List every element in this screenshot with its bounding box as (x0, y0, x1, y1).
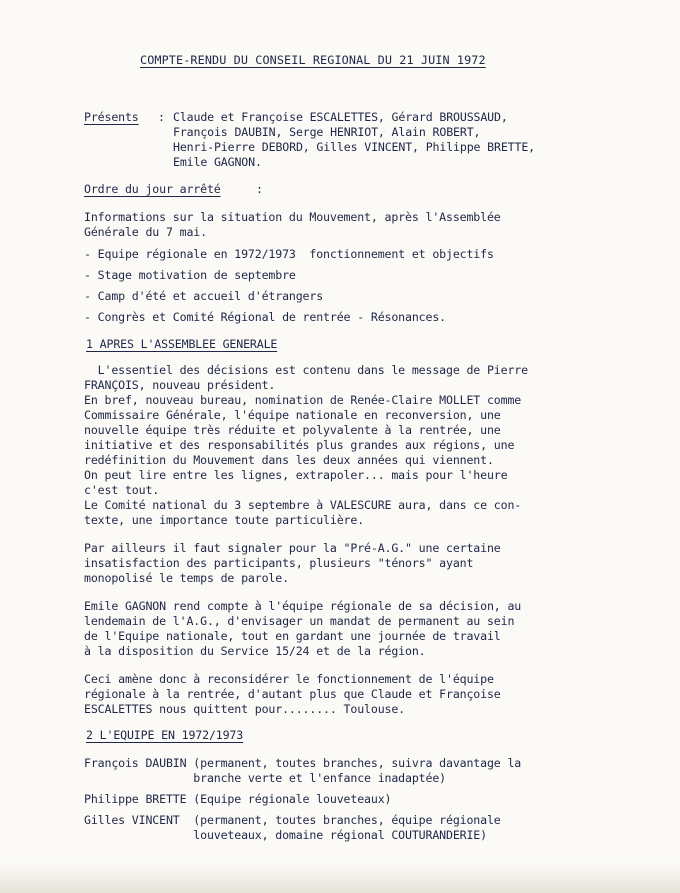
paragraph-line: à la disposition du Service 15/24 et de la région. (84, 644, 426, 658)
ordre-heading: Ordre du jour arrêté (84, 182, 221, 196)
paragraph-line: lendemain de l'A.G., d'envisager un mandat de permanent au sein (84, 614, 515, 628)
section-heading: 2 L'EQUIPE EN 1972/1973 (86, 728, 244, 742)
ordre-colon: : (256, 182, 263, 196)
paragraph-line: Par ailleurs il faut signaler pour la "Pré-A.G." une certaine (84, 541, 501, 555)
agenda-item: - Equipe régionale en 1972/1973 fonctionnement et objectifs (84, 247, 494, 261)
paragraph-line: insatisfaction des participants, plusieurs "ténors" ayant (84, 556, 474, 570)
paragraph-line: redéfinition du Mouvement dans les deux années qui viennent. (84, 453, 494, 467)
agenda-item: - Camp d'été et accueil d'étrangers (84, 289, 324, 303)
paragraph-line: nouvelle équipe très réduite et polyvalente à la rentrée, une (84, 423, 501, 437)
paragraph-line: Emile GAGNON rend compte à l'équipe régionale de sa décision, au (84, 599, 522, 613)
paragraph-line: de l'Equipe nationale, tout en gardant une journée de travail (84, 629, 501, 643)
ordre-intro-line: Informations sur la situation du Mouvement, après l'Assemblée (84, 210, 501, 224)
page-bottom-shadow (0, 863, 680, 893)
document-title: COMPTE-RENDU DU CONSEIL REGIONAL DU 21 JUIN 1972 (140, 53, 486, 67)
presents-line: François DAUBIN, Serge HENRIOT, Alain ROBERT, (173, 125, 481, 139)
section-heading: 1 APRES L'ASSEMBLEE GENERALE (86, 337, 278, 351)
agenda-item: - Congrès et Comité Régional de rentrée - Résonances. (84, 310, 446, 324)
paragraph-line: L'essentiel des décisions est contenu dans le message de Pierre (84, 363, 528, 377)
presents-line: Claude et Françoise ESCALETTES, Gérard BROUSSAUD, (173, 110, 508, 124)
paragraph-line: régionale à la rentrée, d'autant plus que Claude et Françoise (84, 687, 501, 701)
paragraph-line: ESCALETTES nous quittent pour........ Toulouse. (84, 702, 406, 716)
agenda-item: - Stage motivation de septembre (84, 268, 296, 282)
paragraph-line: On peut lire entre les lignes, extrapoler... mais pour l'heure (84, 468, 508, 482)
paragraph-line: FRANÇOIS, nouveau président. (84, 378, 276, 392)
paragraph-line: monopolisé le temps de parole. (84, 571, 289, 585)
paragraph-line: En bref, nouveau bureau, nomination de Renée-Claire MOLLET comme (84, 393, 522, 407)
paragraph-line: initiative et des responsabilités plus grandes aux régions, une (84, 438, 515, 452)
paragraph-line: Commissaire Générale, l'équipe nationale en reconversion, une (84, 408, 501, 422)
member-line: Philippe BRETTE (Equipe régionale louveteaux) (84, 792, 392, 806)
member-line: Gilles VINCENT (permanent, toutes branches, équipe régionale (84, 813, 501, 827)
paragraph-line: Le Comité national du 3 septembre à VALESCURE aura, dans ce con- (84, 498, 522, 512)
ordre-intro-line: Générale du 7 mai. (84, 225, 207, 239)
presents-label: Présents (84, 110, 139, 124)
paragraph-line: texte, une importance toute particulière. (84, 513, 365, 527)
presents-line: Emile GAGNON. (173, 155, 262, 169)
member-line: branche verte et l'enfance inadaptée) (84, 771, 446, 785)
paragraph-line: Ceci amène donc à reconsidérer le fonctionnement de l'équipe (84, 672, 494, 686)
member-line: louveteaux, domaine régional COUTURANDERIE) (84, 828, 487, 842)
presents-colon: : (158, 110, 165, 124)
presents-line: Henri-Pierre DEBORD, Gilles VINCENT, Philippe BRETTE, (173, 140, 535, 154)
paragraph-line: c'est tout. (84, 483, 160, 497)
member-line: François DAUBIN (permanent, toutes branches, suivra davantage la (84, 756, 522, 770)
